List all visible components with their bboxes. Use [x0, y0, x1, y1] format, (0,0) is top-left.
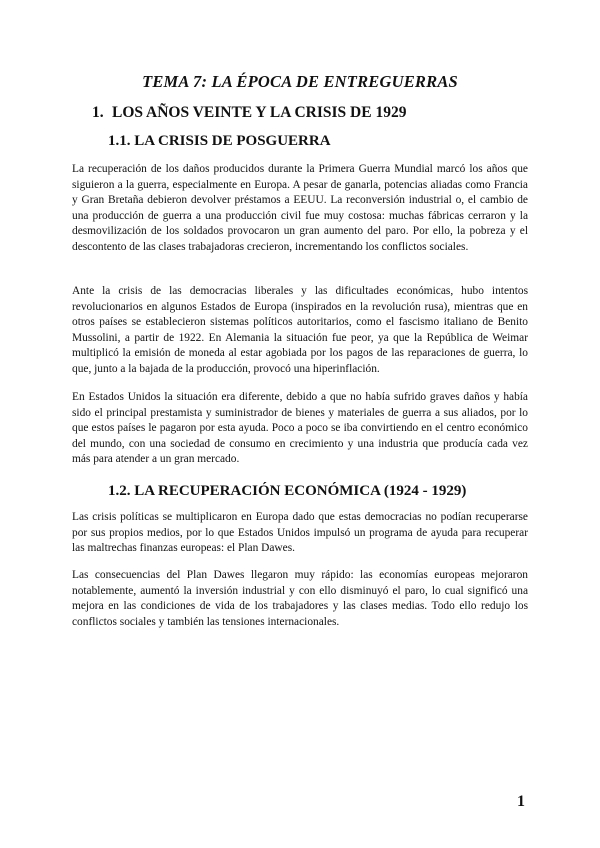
- paragraph: Ante la crisis de las democracias liberales y las dificultades económicas, hubo intentos revolucionarios en algunos Estados de Europa (inspirados en la revolución rusa), mientras que en otros países se establecieron sistemas políticos autoritarios, como el fascismo italiano de Benito Mussolini, a partir de 1922. En Alemania la situación fue peor, ya que la República de Weimar multiplicó la emisión de moneda al estar agobiada por los pagos de las reparaciones de guerra, lo que, junto a la bajada de la producción, provocó una hiperinflación.: [72, 285, 528, 375]
- subsection-heading-1-2: 1.2. LA RECUPERACIÓN ECONÓMICA (1924 - 1929): [108, 483, 467, 499]
- paragraph: La recuperación de los daños producidos durante la Primera Guerra Mundial marcó los años que siguieron a la guerra, especialmente en Europa. A pesar de ganarla, potencias aliadas como Francia y Gran Bretaña debieron devolver préstamos a EEUU. La reconversión industrial o, el cambio de una producción de guerra a una producción civil fue muy costosa: muchas fábricas cerraron y la desmovilización de los soldados provocaron un gran aumento del paro. Por ello, la pobreza y el descontento de las clases trabajadoras crecieron, incrementando los conflictos sociales.: [72, 163, 528, 253]
- subsection-heading-1-1: 1.1. LA CRISIS DE POSGUERRA: [108, 133, 331, 149]
- section-number: 1.: [92, 104, 104, 121]
- paragraph: Las consecuencias del Plan Dawes llegaron muy rápido: las economías europeas mejoraron notablemente, aumentó la inversión industrial y con ello disminuyó el paro, lo cual significó una mejora en las condiciones de vida de los trabajadores y las clases medias. Todo ello redujo los conflictos sociales y también las tensiones internacionales.: [72, 569, 528, 628]
- paragraph: Las crisis políticas se multiplicaron en Europa dado que estas democracias no podían recuperarse por sus propios medios, por lo que Estados Unidos impulsó un programa de ayuda para recuperar las maltrechas finanzas europeas: el Plan Dawes.: [72, 511, 528, 555]
- page-number: 1: [517, 793, 525, 810]
- section-heading-1: [92, 104, 406, 122]
- section-title: LOS AÑOS VEINTE Y LA CRISIS DE 1929: [112, 104, 407, 121]
- paragraph: En Estados Unidos la situación era diferente, debido a que no había sufrido graves daños y había sido el principal prestamista y suministrador de bienes y materiales de guerra a sus aliados, por lo que estos países le pagaron por esta ayuda. Poco a poco se iba convirtiendo en el centro económico del mundo, con una sociedad de consumo en crecimiento y una industria que producía cada vez más para atender a un gran mercado.: [72, 391, 528, 466]
- document-title: TEMA 7: LA ÉPOCA DE ENTREGUERRAS: [142, 72, 458, 91]
